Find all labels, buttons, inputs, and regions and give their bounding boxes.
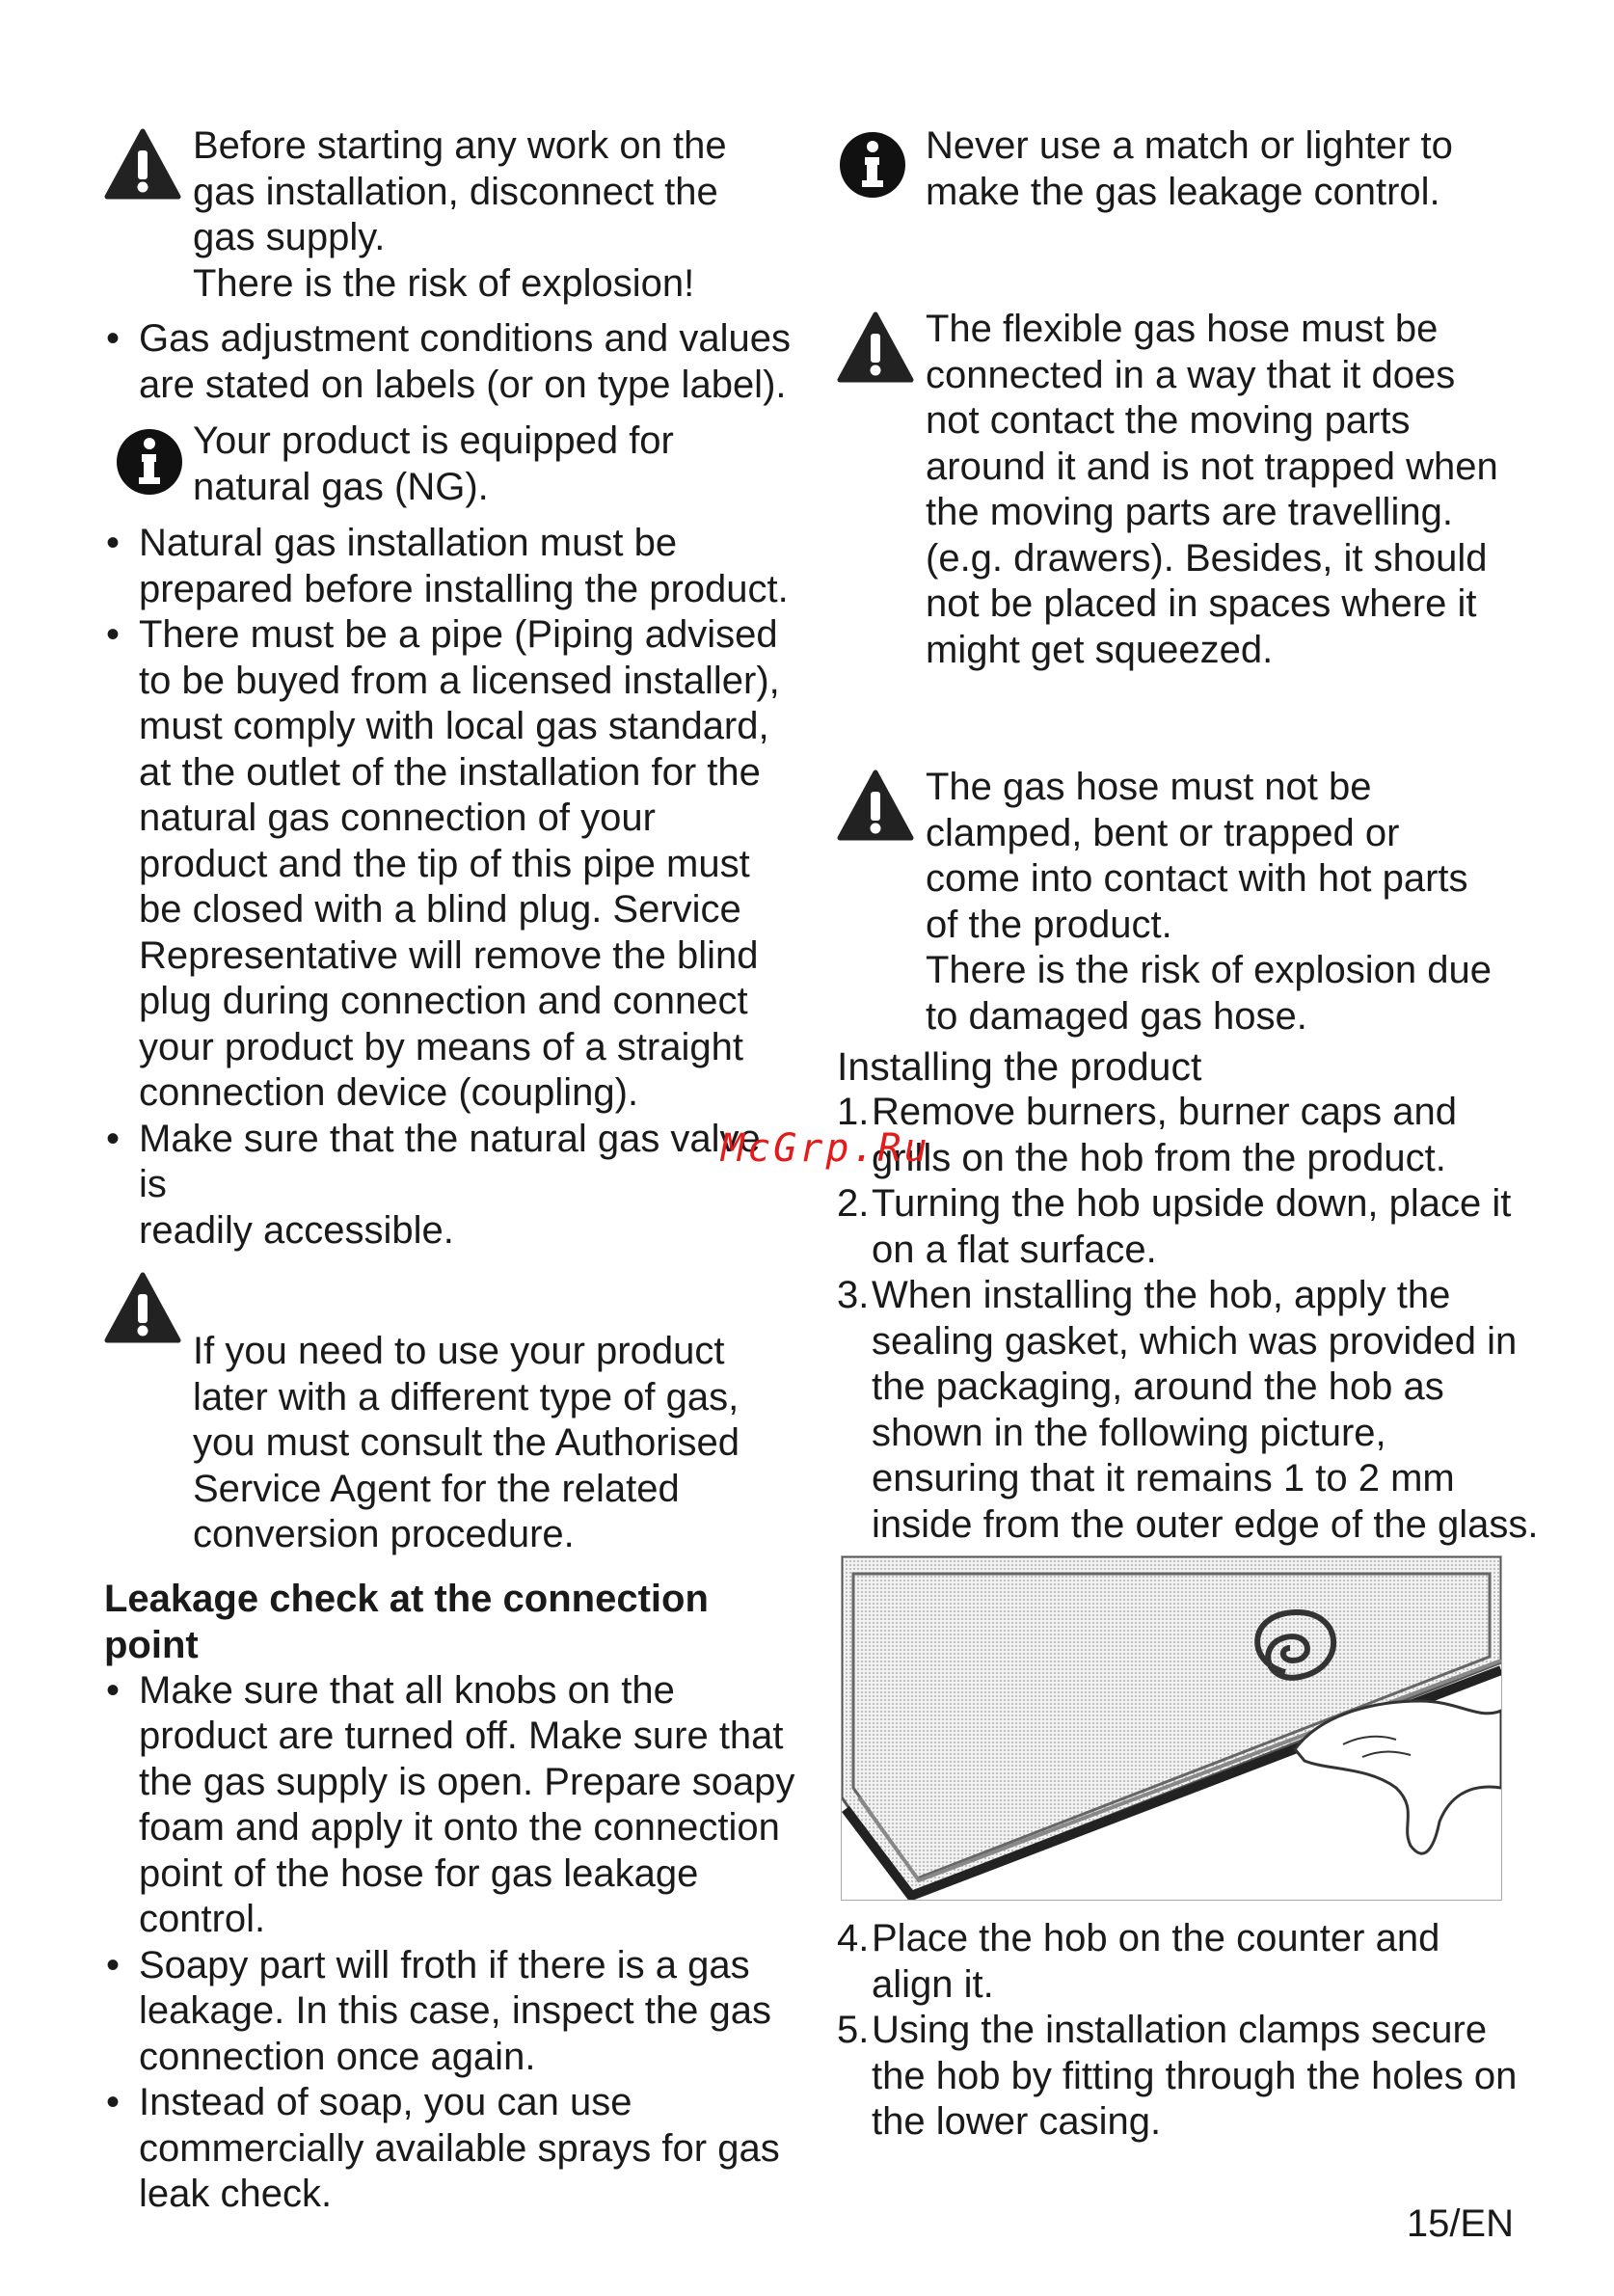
warning-line: connected in a way that it does xyxy=(926,353,1456,396)
warning-line: Service Agent for the related xyxy=(193,1467,680,1510)
bullet-line: connection once again. xyxy=(139,2035,536,2078)
warning-line: gas supply. xyxy=(193,216,386,258)
warning-line: come into contact with hot parts xyxy=(926,857,1468,900)
step-line: Remove burners, burner caps and xyxy=(872,1091,1457,1133)
step-line: on a flat surface. xyxy=(872,1228,1157,1271)
step-number: 3. xyxy=(837,1274,870,1316)
bullet-line: • Instead of soap, you can use xyxy=(139,2081,632,2123)
step-number: 2. xyxy=(837,1182,870,1225)
step-line: Using the installation clamps secure xyxy=(872,2009,1488,2051)
warning-triangle-icon xyxy=(837,769,914,849)
bullet-line: prepared before installing the product. xyxy=(139,567,789,610)
warning-note-gas-type xyxy=(104,1271,798,1558)
bullet-line: • Gas adjustment conditions and values xyxy=(139,317,791,360)
bullet-spray-check xyxy=(104,2080,798,2218)
warning-triangle-icon xyxy=(837,311,914,391)
step-line: Turning the hob upside down, place it xyxy=(872,1182,1512,1225)
info-line: make the gas leakage control. xyxy=(926,170,1440,213)
bullet-line: the gas supply is open. Prepare soapy xyxy=(139,1760,795,1803)
bullet-knobs-off xyxy=(104,1668,798,1943)
step-line: align it. xyxy=(872,1962,994,2006)
bullet-line: • Make sure that all knobs on the xyxy=(139,1668,675,1712)
bullet-line: at the outlet of the installation for the xyxy=(139,750,761,794)
step-line: the packaging, around the hob as xyxy=(872,1365,1444,1408)
step-number: 4. xyxy=(837,1917,870,1959)
bullet-line: natural gas connection of your xyxy=(139,797,656,839)
warning-line: might get squeezed. xyxy=(926,628,1274,671)
warning-note-flexible-hose xyxy=(837,307,1531,673)
info-line: natural gas (NG). xyxy=(193,465,489,508)
bullet-line: • Soapy part will froth if there is a gas xyxy=(139,1943,750,1986)
section-heading-leakage xyxy=(104,1576,798,1668)
page-number: 15/EN xyxy=(1406,2202,1514,2245)
warning-note-explosion xyxy=(104,123,798,307)
bullet-gas-valve xyxy=(104,1117,798,1255)
step-4 xyxy=(837,1916,1531,2008)
bullet-line: leak check. xyxy=(139,2173,333,2215)
info-note-natural-gas xyxy=(104,419,798,510)
bullet-line: point of the hose for gas leakage xyxy=(139,1851,699,1895)
info-circle-icon xyxy=(114,426,185,502)
warning-line: clamped, bent or trapped or xyxy=(926,811,1400,854)
bullet-line: control. xyxy=(139,1898,266,1940)
step-line: inside from the outer edge of the glass. xyxy=(872,1502,1539,1546)
warning-line: to damaged gas hose. xyxy=(926,994,1307,1038)
warning-note-hose-damage xyxy=(837,765,1531,1040)
step-5 xyxy=(837,2008,1531,2146)
warning-line: later with a different type of gas, xyxy=(193,1375,740,1418)
bullet-line: your product by means of a straight xyxy=(139,1025,743,1068)
warning-line: conversion procedure. xyxy=(193,1513,575,1555)
step-line: ensuring that it remains 1 to 2 mm xyxy=(872,1457,1455,1499)
bullet-line: to be buyed from a licensed installer), xyxy=(139,659,780,702)
heading-line: Leakage check at the connection xyxy=(104,1577,709,1620)
bullet-line: • There must be a pipe (Piping advised xyxy=(139,613,778,656)
step-line: grills on the hob from the product. xyxy=(872,1136,1446,1179)
warning-line: the moving parts are travelling. xyxy=(926,491,1453,533)
right-column xyxy=(837,123,1539,2146)
step-number: 1. xyxy=(837,1091,870,1133)
warning-line: not contact the moving parts xyxy=(926,399,1411,442)
heading-line: point xyxy=(104,1623,199,1666)
bullet-soapy-froth xyxy=(104,1943,798,2081)
watermark: McGrp.Ru xyxy=(721,1126,930,1171)
bullet-line: Representative will remove the blind xyxy=(139,933,759,977)
info-circle-icon xyxy=(837,129,908,205)
bullet-line: commercially available sprays for gas xyxy=(139,2126,780,2170)
bullet-line: leakage. In this case, inspect the gas xyxy=(139,1989,771,2032)
step-line: the lower casing. xyxy=(872,2100,1162,2143)
step-1 xyxy=(837,1090,1531,1181)
warning-line: (e.g. drawers). Besides, it should xyxy=(926,536,1488,580)
info-note-no-match xyxy=(837,123,1531,215)
bullet-line: plug during connection and connect xyxy=(139,980,748,1022)
bullet-line: product are turned off. Make sure that xyxy=(139,1715,784,1757)
section-heading-installing: Installing the product xyxy=(837,1044,1202,1089)
bullet-line: must comply with local gas standard, xyxy=(139,705,769,747)
info-line: Never use a match or lighter to xyxy=(926,124,1453,167)
step-line: When installing the hob, apply the xyxy=(872,1274,1451,1316)
warning-triangle-icon xyxy=(104,1271,181,1351)
bullet-line: foam and apply it onto the connection xyxy=(139,1806,780,1849)
step-number: 5. xyxy=(837,2009,870,2051)
step-line: sealing gasket, which was provided in xyxy=(872,1319,1518,1363)
warning-line: gas installation, disconnect the xyxy=(193,170,718,213)
bullet-line: connection device (coupling). xyxy=(139,1071,639,1114)
step-2 xyxy=(837,1181,1531,1273)
bullet-line: are stated on labels (or on type label). xyxy=(139,363,787,406)
warning-line: The gas hose must not be xyxy=(926,766,1372,808)
warning-line: you must consult the Authorised xyxy=(193,1421,740,1464)
warning-line: of the product. xyxy=(926,903,1172,946)
bullet-line: product and the tip of this pipe must xyxy=(139,842,750,885)
warning-line: around it and is not trapped when xyxy=(926,445,1498,488)
warning-triangle-icon xyxy=(104,127,181,207)
warning-line: Before starting any work on the xyxy=(193,124,727,167)
step-3 xyxy=(837,1273,1539,1548)
bullet-gas-adjustment xyxy=(104,316,798,408)
warning-line: If you need to use your product xyxy=(193,1330,725,1372)
warning-line: There is the risk of explosion! xyxy=(193,261,695,305)
warning-line: There is the risk of explosion due xyxy=(926,949,1492,991)
bullet-line: • Make sure that the natural gas valve is xyxy=(139,1117,761,1205)
bullet-line: be closed with a blind plug. Service xyxy=(139,888,741,931)
step-line: shown in the following picture, xyxy=(872,1411,1386,1454)
gasket-installation-illustration xyxy=(841,1555,1502,1901)
info-line: Your product is equipped for xyxy=(193,419,674,462)
bullet-natural-gas-installation xyxy=(104,521,798,612)
step-line: Place the hob on the counter and xyxy=(872,1917,1440,1959)
bullet-line: readily accessible. xyxy=(139,1208,454,1252)
bullet-pipe xyxy=(104,612,798,1117)
left-column xyxy=(104,123,798,2218)
step-line: the hob by fitting through the holes on xyxy=(872,2054,1518,2097)
warning-line: not be placed in spaces where it xyxy=(926,582,1477,625)
bullet-line: • Natural gas installation must be xyxy=(139,522,678,564)
warning-line: The flexible gas hose must be xyxy=(926,308,1439,350)
